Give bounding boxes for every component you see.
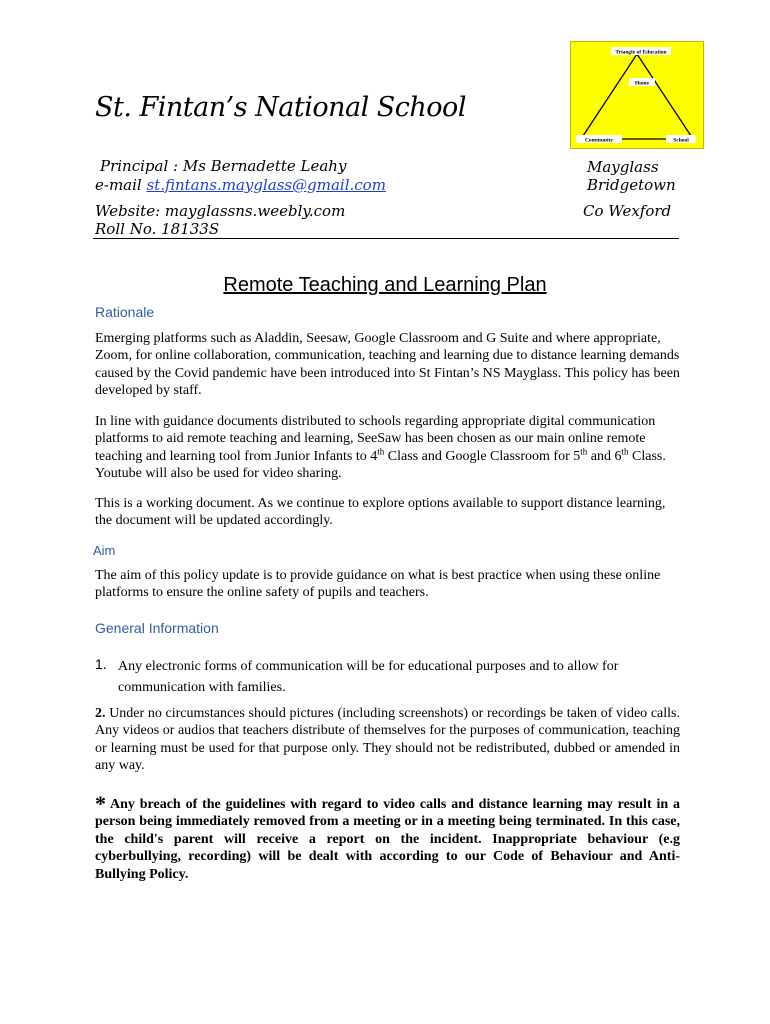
triangle-diagram — [571, 42, 703, 148]
triangle-of-education-logo — [570, 41, 704, 149]
school-name: St. Fintan’s National School — [95, 92, 466, 123]
email-link[interactable]: st.fintans.mayglass@gmail.com — [146, 176, 386, 194]
website-line: Website: mayglassns.weebly.com — [95, 202, 346, 220]
roll-number: Roll No. 18133S — [95, 220, 220, 238]
address-line-3: Co Wexford — [583, 202, 672, 220]
asterisk-icon: * — [95, 791, 106, 816]
address-line-2: Bridgetown — [587, 176, 676, 194]
address-line-1: Mayglass — [587, 158, 659, 176]
email-line — [95, 176, 386, 194]
logo-school-label: School — [673, 137, 689, 144]
general-item-1: Any electronic forms of communication will be for educational purposes and to allow for communication with families. — [118, 659, 619, 695]
rationale-paragraph-2: In line with guidance documents distributed to schools regarding appropriate digital communication platforms to aid remote teaching and learning, SeeSaw has been chosen as our main online remote teaching and learning tool from Junior Infants to 4th Class and Google Classroom for 5th and 6th Class. Youtube will also be used for video sharing. — [95, 414, 666, 482]
general-information-heading: General Information — [95, 620, 219, 636]
list-number-2: 2. — [95, 706, 106, 721]
aim-heading: Aim — [93, 543, 116, 558]
rationale-paragraph-1: Emerging platforms such as Aladdin, Seesaw, Google Classroom and G Suite and where appropriate, Zoom, for online collaboration, communication, teaching and learning due to distance learning demands caused by the Covid pandemic have been introduced into St Fintan’s NS Mayglass. This policy has been developed by staff. — [95, 331, 680, 399]
rationale-heading: Rationale — [95, 304, 155, 320]
warning-paragraph: * Any breach of the guidelines with regard to video calls and distance learning may result in a person being immediately removed from a meeting or in a meeting being terminated. In this case, the child's parent will receive a report on the incident. Inappropriate behaviour (e.g cyberbullying, recording) will be dealt with according to our Code of Behaviour and Anti-Bullying Policy. — [95, 791, 680, 882]
document-title: Remote Teaching and Learning Plan — [223, 274, 547, 296]
logo-community-label: Community — [584, 137, 614, 144]
header-divider — [93, 238, 679, 239]
email-label: e-mail — [95, 176, 142, 194]
aim-paragraph: The aim of this policy update is to provide guidance on what is best practice when using these online platforms to ensure the online safety of pupils and teachers. — [95, 568, 661, 601]
rationale-paragraph-3: This is a working document. As we continue to explore options available to support distance learning, the document will be updated accordingly. — [95, 496, 666, 529]
general-item-2: 2. Under no circumstances should pictures (including screenshots) or recordings be taken of video calls. Any videos or audios that teachers distribute of themselves for the purposes of communication, teaching or learning must be used for that purpose only. They should not be redistributed, dubbed or amended in any way. — [95, 706, 680, 774]
principal-line: Principal : Ms Bernadette Leahy — [100, 157, 347, 175]
logo-home-label: Home — [634, 80, 650, 87]
logo-caption: Triangle of Education — [615, 49, 667, 56]
list-number-1: 1. — [95, 656, 107, 672]
